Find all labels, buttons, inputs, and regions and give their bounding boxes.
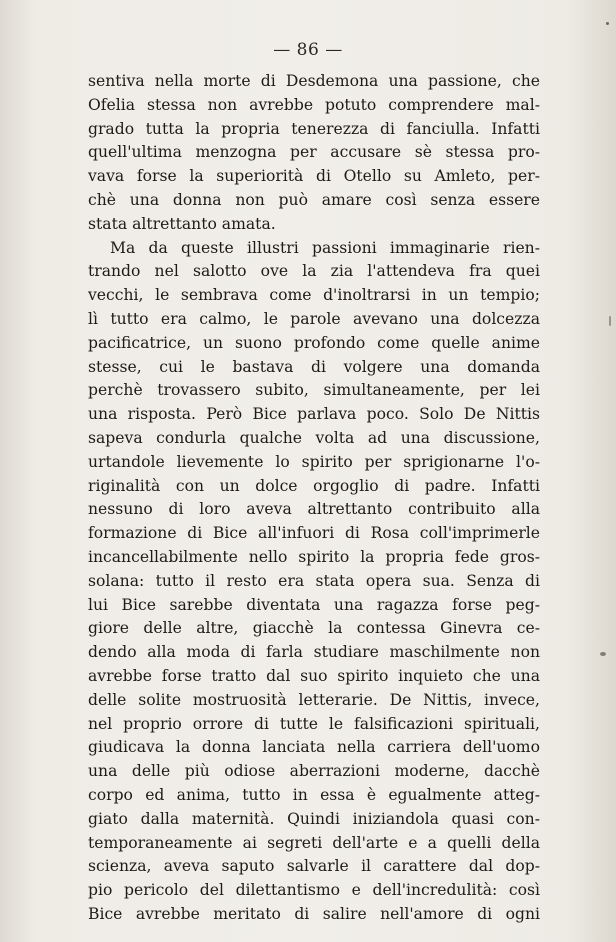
text-line: stata altrettanto amata.	[88, 214, 276, 233]
text-line: temporaneamente ai segreti dell'arte e a quelli della	[88, 833, 540, 852]
paragraph-start-line: Ma da queste illustri passioni immaginarie rien-	[110, 238, 540, 257]
body-text	[88, 70, 540, 927]
text-line: lì tutto era calmo, le parole avevano una dolcezza	[88, 309, 540, 328]
text-line: Ofelia stessa non avrebbe potuto comprendere mal-	[88, 95, 540, 114]
text-line: vava forse la superiorità di Otello su Amleto, per-	[88, 167, 540, 186]
text-line: delle solite mostruosità letterarie. De Nittis, invece,	[88, 690, 540, 709]
text-line: solana: tutto il resto era stata opera sua. Senza di	[88, 571, 540, 590]
text-line: sentiva nella morte di Desdemona una passione, che	[88, 72, 540, 90]
page-number: — 86 —	[273, 40, 343, 60]
text-line: scienza, aveva saputo salvarle il carattere dal dop-	[88, 857, 540, 876]
text-line: nel proprio orrore di tutte le falsificazioni spirituali,	[88, 714, 540, 733]
text-line: vecchi, le sembrava come d'inoltrarsi in un tempio;	[88, 286, 540, 305]
text-line: Bice avrebbe meritato di salire nell'amore di ogni	[88, 904, 540, 923]
text-line: perchè trovassero subito, simultaneamente, per lei	[88, 381, 540, 400]
text-line: lui Bice sarebbe diventata una ragazza forse peg-	[88, 595, 540, 614]
paper-speck	[609, 316, 611, 326]
text-line: grado tutta la propria tenerezza di fanciulla. Infatti	[88, 119, 540, 138]
text-line: formazione di Bice all'infuori di Rosa coll'imprimerle	[88, 524, 540, 543]
text-line: pacificatrice, un suono profondo come quelle anime	[88, 333, 540, 352]
text-line: pio pericolo del dilettantismo e dell'incredulità: così	[88, 881, 540, 900]
text-line: una risposta. Però Bice parlava poco. Solo De Nittis	[88, 405, 540, 424]
text-line: giato dalla maternità. Quindi iniziandola quasi con-	[88, 809, 540, 828]
text-line: sapeva condurla qualche volta ad una discussione,	[88, 428, 540, 447]
text-line: giore delle altre, giacchè la contessa Ginevra ce-	[88, 619, 540, 638]
text-line: riginalità con un dolce orgoglio di padre. Infatti	[88, 476, 540, 495]
text-line: quell'ultima menzogna per accusare sè stessa pro-	[88, 143, 540, 162]
text-line: corpo ed anima, tutto in essa è egualmente atteg-	[88, 785, 540, 804]
text-line: giudicava la donna lanciata nella carriera dell'uomo	[88, 738, 540, 757]
text-line: dendo alla moda di farla studiare maschilmente non	[88, 643, 540, 662]
paper-speck	[600, 652, 606, 656]
text-line: incancellabilmente nello spirito la propria fede gros-	[88, 547, 540, 566]
paper-speck	[606, 22, 609, 25]
text-line: avrebbe forse tratto dal suo spirito inquieto che una	[88, 666, 540, 685]
text-line: urtandole lievemente lo spirito per sprigionarne l'o-	[88, 452, 540, 471]
text-line: una delle più odiose aberrazioni moderne, dacchè	[88, 762, 540, 781]
text-line: trando nel salotto ove la zia l'attendeva fra quei	[88, 262, 540, 281]
text-line: stesse, cui le bastava di volgere una domanda	[88, 357, 540, 376]
text-line: nessuno di loro aveva altrettanto contribuito alla	[88, 500, 540, 519]
text-line: chè una donna non può amare così senza essere	[88, 190, 540, 209]
